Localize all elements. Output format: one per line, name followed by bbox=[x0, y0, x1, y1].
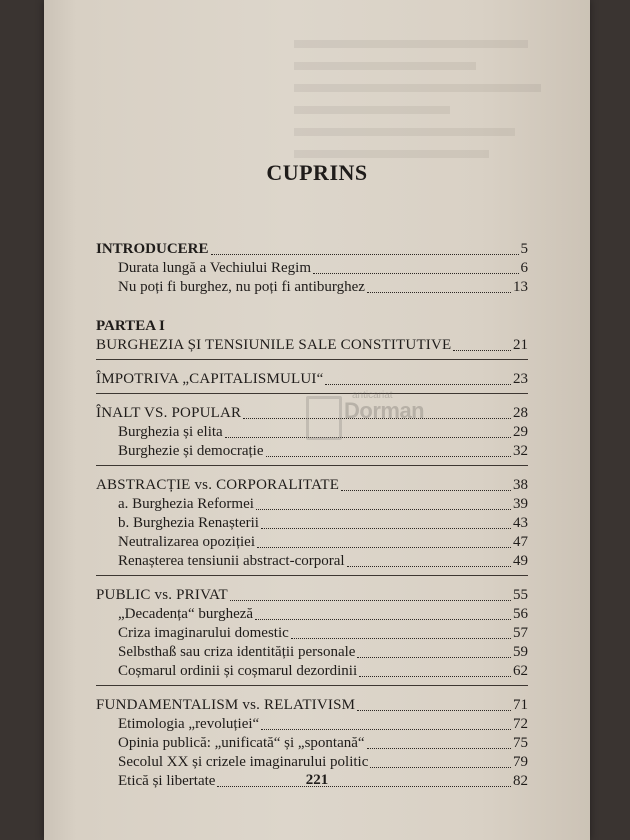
toc-entry-page: 71 bbox=[513, 697, 528, 713]
toc-entry bbox=[96, 278, 528, 297]
toc-section bbox=[96, 696, 528, 715]
dot-leader bbox=[347, 565, 511, 567]
toc-entry-page: 56 bbox=[513, 606, 528, 622]
dot-leader bbox=[255, 618, 511, 620]
dot-leader bbox=[256, 508, 511, 510]
toc-entry-label: Burghezia și elita bbox=[118, 424, 223, 440]
toc-entry bbox=[96, 605, 528, 624]
toc-entry-label: ABSTRACȚIE vs. CORPORALITATE bbox=[96, 477, 340, 493]
watermark-big-text: Dorman bbox=[344, 398, 425, 423]
toc-entry-page: 23 bbox=[513, 371, 528, 387]
toc-entry-label: ÎMPOTRIVA „CAPITALISMULUI“ bbox=[96, 371, 324, 387]
toc-entry-page: 43 bbox=[513, 515, 528, 531]
book-page bbox=[44, 0, 590, 840]
dot-leader bbox=[357, 656, 511, 658]
toc-entry bbox=[96, 753, 528, 772]
dot-leader bbox=[291, 637, 511, 639]
toc-section bbox=[96, 336, 528, 355]
toc-entry-label: Opinia publică: „unificată“ și „spontană“ bbox=[118, 735, 365, 751]
dot-leader bbox=[370, 766, 511, 768]
toc-entry-label: Secolul XX și crizele imaginarului politic bbox=[118, 754, 369, 770]
toc-entry-label: PUBLIC vs. PRIVAT bbox=[96, 587, 228, 603]
toc-entry-page: 28 bbox=[513, 405, 528, 421]
toc-entry-label: Etică și libertate bbox=[118, 773, 216, 789]
toc-section bbox=[96, 586, 528, 605]
watermark-small-text: anticariat bbox=[352, 390, 393, 401]
toc-entry bbox=[96, 533, 528, 552]
toc-entry bbox=[96, 624, 528, 643]
dot-leader bbox=[230, 599, 511, 601]
toc-entry-page: 39 bbox=[513, 496, 528, 512]
page-title: CUPRINS bbox=[266, 160, 368, 185]
toc-entry-page: 32 bbox=[513, 443, 528, 459]
toc-entry-page: 21 bbox=[513, 337, 528, 353]
toc-entry-label: Etimologia „revoluției“ bbox=[118, 716, 260, 732]
toc-entry-label: Coșmarul ordinii și coșmarul dezordinii bbox=[118, 663, 358, 679]
dot-leader bbox=[357, 709, 511, 711]
section-divider bbox=[96, 465, 528, 466]
bleed-through-text bbox=[294, 40, 554, 240]
toc-entry-page: 38 bbox=[513, 477, 528, 493]
toc-entry bbox=[96, 259, 528, 278]
section-divider bbox=[96, 685, 528, 686]
page-number: 221 bbox=[305, 772, 329, 788]
toc-entry-page: 57 bbox=[513, 625, 528, 641]
dot-leader bbox=[261, 728, 511, 730]
dot-leader bbox=[359, 675, 511, 677]
toc-section bbox=[96, 476, 528, 495]
toc-entry-label: a. Burghezia Reformei bbox=[118, 496, 254, 512]
toc-entry-label: FUNDAMENTALISM vs. RELATIVISM bbox=[96, 697, 356, 713]
toc-entry-label: BURGHEZIA ȘI TENSIUNILE SALE CONSTITUTIVE bbox=[96, 337, 452, 353]
toc-entry bbox=[96, 514, 528, 533]
toc-entry-label: b. Burghezia Renașterii bbox=[118, 515, 259, 531]
toc-entry-page: 13 bbox=[513, 279, 528, 295]
toc-entry-page: 82 bbox=[513, 773, 528, 789]
dot-leader bbox=[367, 291, 511, 293]
dot-leader bbox=[341, 489, 511, 491]
dot-leader bbox=[453, 349, 511, 351]
toc-entry-label: ÎNALT VS. POPULAR bbox=[96, 405, 242, 421]
toc-entry bbox=[96, 495, 528, 514]
dot-leader bbox=[313, 272, 518, 274]
dot-leader bbox=[211, 253, 519, 255]
toc-entry-label: Nu poți fi burghez, nu poți fi antiburghez bbox=[118, 279, 365, 295]
section-divider bbox=[96, 359, 528, 360]
dot-leader bbox=[266, 455, 511, 457]
toc-entry bbox=[96, 715, 528, 734]
toc-entry-page: 62 bbox=[513, 663, 528, 679]
toc-entry-label: Selbsthaß sau criza identității personale bbox=[118, 644, 356, 660]
toc-entry-label: „Decadența“ burgheză bbox=[118, 606, 254, 622]
dot-leader bbox=[257, 546, 511, 548]
toc-entry bbox=[96, 643, 528, 662]
toc-part-heading bbox=[96, 317, 528, 336]
toc-entry-label: Durata lungă a Vechiului Regim bbox=[118, 260, 312, 276]
toc-entry-label: Renașterea tensiunii abstract-corporal bbox=[118, 553, 345, 569]
toc-entry-page: 72 bbox=[513, 716, 528, 732]
toc-entry-page: 55 bbox=[513, 587, 528, 603]
toc-entry-label: Criza imaginarului domestic bbox=[118, 625, 289, 641]
watermark-logo bbox=[306, 386, 446, 450]
toc-entry-page: 49 bbox=[513, 553, 528, 569]
toc-entry-label: Neutralizarea opoziției bbox=[118, 534, 256, 550]
toc-part-label: PARTEA I bbox=[96, 318, 165, 334]
dot-leader bbox=[325, 383, 511, 385]
toc-entry bbox=[96, 734, 528, 753]
toc-entry-page: 79 bbox=[513, 754, 528, 770]
watermark-box-icon bbox=[306, 396, 342, 440]
toc-entry-label: Burghezie și democrație bbox=[118, 443, 264, 459]
section-divider bbox=[96, 575, 528, 576]
toc-entry-page: 29 bbox=[513, 424, 528, 440]
toc-entry-page: 5 bbox=[520, 241, 528, 257]
toc-entry-page: 6 bbox=[520, 260, 528, 276]
toc-entry bbox=[96, 662, 528, 681]
toc-entry-page: 59 bbox=[513, 644, 528, 660]
toc-entry-introducere bbox=[96, 240, 528, 259]
toc-entry-label: INTRODUCERE bbox=[96, 241, 209, 257]
toc-entry-page: 47 bbox=[513, 534, 528, 550]
toc-entry bbox=[96, 552, 528, 571]
toc-entry-page: 75 bbox=[513, 735, 528, 751]
table-of-contents bbox=[96, 240, 528, 791]
dot-leader bbox=[261, 527, 511, 529]
dot-leader bbox=[367, 747, 511, 749]
